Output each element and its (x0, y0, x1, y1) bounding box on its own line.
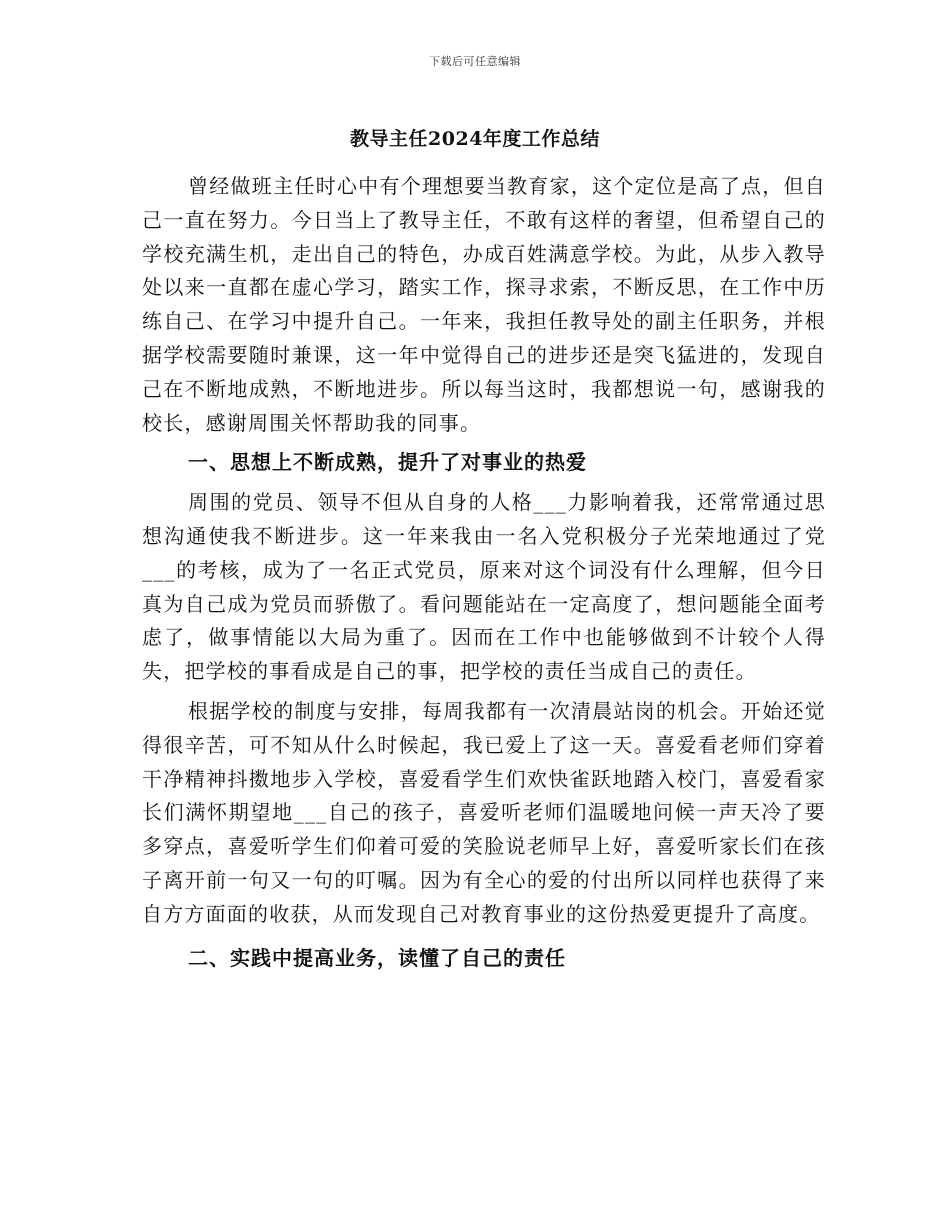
paragraph-section-1b: 根据学校的制度与安排，每周我都有一次清晨站岗的机会。开始还觉得很辛苦，可不知从什么时候起，我已爱上了这一天。喜爱看老师们穿着干净精神抖擞地步入学校，喜爱看学生们欢快雀跃地踏入校门，喜爱看家长们满怀期望地___自己的孩子，喜爱听老师们温暖地问候一声天冷了要多穿点，喜爱听学生们仰着可爱的笑脸说老师早上好，喜爱听家长们在孩子离开前一句又一句的叮嘱。因为有全心的爱的付出所以同样也获得了来自方方面面的收获，从而发现自己对教育事业的这份热爱更提升了高度。 (142, 698, 826, 926)
header-note: 下载后可任意编辑 (429, 55, 521, 68)
page-title: 教导主任2024年度工作总结 (350, 128, 600, 150)
section-heading-1: 一、思想上不断成熟，提升了对事业的热爱 (188, 450, 587, 475)
section-heading-2: 二、实践中提高业务，读懂了自己的责任 (188, 945, 566, 970)
paragraph-section-1a: 周围的党员、领导不但从自身的人格___力影响着我，还常常通过思想沟通使我不断进步。这一年来我由一名入党积极分子光荣地通过了党___的考核，成为了一名正式党员，原来对这个词没有什么理解，但今日真为自己成为党员而骄傲了。看问题能站在一定高度了，想问题能全面考虑了，做事情能以大局为重了。因而在工作中也能够做到不计较个人得失，把学校的事看成是自己的事，把学校的责任当成自己的责任。 (142, 490, 826, 684)
paragraph-intro: 曾经做班主任时心中有个理想要当教育家，这个定位是高了点，但自己一直在努力。今日当上了教导主任，不敢有这样的奢望，但希望自己的学校充满生机，走出自己的特色，办成百姓满意学校。为此，从步入教导处以来一直都在虚心学习，踏实工作，探寻求索，不断反思，在工作中历练自己、在学习中提升自己。一年来，我担任教导处的副主任职务，并根据学校需要随时兼课，这一年中觉得自己的进步还是突飞猛进的，发现自己在不断地成熟，不断地进步。所以每当这时，我都想说一句，感谢我的校长，感谢周围关怀帮助我的同事。 (142, 174, 826, 435)
document-body (142, 170, 826, 981)
